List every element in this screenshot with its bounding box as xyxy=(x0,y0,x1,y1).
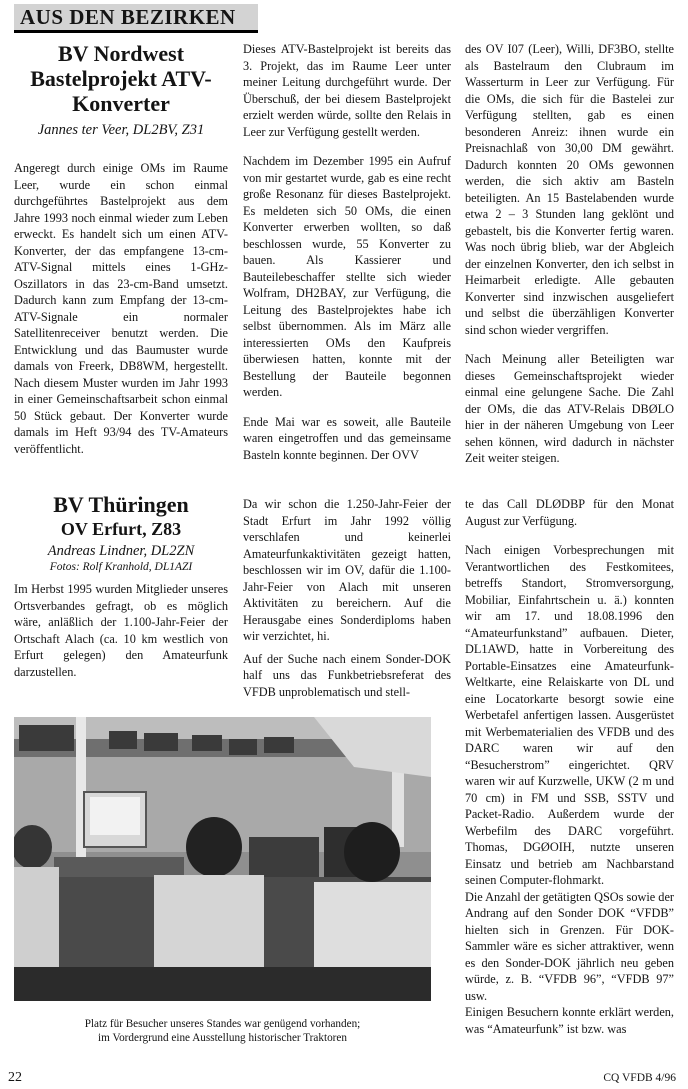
paragraph: Da wir schon die 1.250-Jahr-Feier der Stadt Erfurt im Jahr 1992 völlig verschlafen und keinerlei Amateurfunkaktivitäten gezeigt hatten, beschlossen wir im OV, dafür die 1.100-Jahr-Feier von Alach mit unseren Aktivitäten zu bereichern. Auf die Herausgabe eines Sonderdiploms haben wir verzichtet, hi. xyxy=(243,497,451,643)
paragraph: Nach einigen Vorbesprechungen mit Verantwortlichen des Festkomitees, betreffs Standort, Stromversorgung, Mobiliar, Einfahrtschein u. ä.) konnten wir am 17. und 18.08.1996 den “Amateurfunkstand” aufbauen. Dieter, DL1AWD, hatte in Vorbereitung des Portable-Einsatzes eine Amateurfunk-Weltkarte, eine Relaiskarte von DL und eine Locatorkarte besorgt sowie eine Werbetafel anfertigen lassen. Ausgerüstet mit Werbematerialien des VFDB und des DARC waren wir auf den “Besucherstrom” eingerichtet. QRV waren wir auf Kurzwelle, UKW (2 m und 70 cm) in FM und SSB, SSTV und Packet-Radio. Außerdem wurde der Werbefilm des DARC vorgeführt. Thomas, DGØOIH, nutzte unseren Einsatz und betrieb am Nachbarstand seinen Computer-flohmarkt. xyxy=(465,543,674,887)
article2-subtitle: OV Erfurt, Z83 xyxy=(60,519,182,539)
column-1-article2 xyxy=(14,492,228,680)
paragraph: Nachdem im Dezember 1995 ein Aufruf von mir gestartet wurde, gab es eine recht große Resonanz für dieses Bastelprojekt. Es meldeten sich 50 OMs, die einen Konverter erwerben wollten, so daß beschlossen wurde, 55 Konverter zu bauen. Als Kassierer und Bauteilebeschaffer stellte sich wieder Wolfram, DH2BAY, zur Verfügung, die Leitung des Bastelprojektes habe ich selbst übernommen. Als im März alle interessierten OMs den Kaufpreis überwiesen hatten, konnte mit der Bestellung der Bauteile begonnen werden. xyxy=(243,154,451,399)
column-2 xyxy=(243,41,451,463)
article2-byline: Andreas Lindner, DL2ZN xyxy=(47,543,195,559)
article1-title: BV Nordwest Bastelprojekt ATV- Konverter xyxy=(30,41,212,116)
paragraph: Dieses ATV-Bastelprojekt ist bereits das 3. Projekt, das im Raume Leer unter meiner Leitung durchgeführt wurde. Der Überschuß, der bei diesem Bastelprojekt erzielt werden würde, sollte den Relais in Leer zur Verfügung gestellt werden. xyxy=(243,42,451,139)
column-3 xyxy=(465,41,674,467)
paragraph: Die Anzahl der getätigten QSOs sowie der Andrang auf den Sonder DOK “VFDB” hielten sich in Grenzen. Für DOK-Sammler wäre es sicher attraktiver, wenn es den Sonder-DOK jährlich neu geben würde, z. B. “VFDB 96”, “VFDB 97” usw. xyxy=(465,889,674,1003)
page-number: 22 xyxy=(8,1070,22,1085)
event-photo xyxy=(14,717,431,1001)
paragraph: Nach Meinung aller Beteiligten war dieses Gemeinschaftsprojekt wieder einmal eine gelungene Sache. Die Zahl der OMs, die das ATV-Relais DBØLO hier in der näheren Umgebung von Leer sehen können, wird dadurch in nächster Zeit weiter steigen. xyxy=(465,352,674,465)
article1-body: Angeregt durch einige OMs im Raume Leer, wurde ein schon einmal durchgeführtes Bastelprojekt aus dem Jahre 1993 noch einmal wieder zum Leben erweckt. Es handelt sich um einen ATV-Konverter, der das empfangene 13-cm-ATV-Signal mittels eines 1-GHz-Oszillators in das 23-cm-Band umsetzt. Dadurch kann zum Empfang der 13-cm-ATV-Signale ein normaler Satellitenreceiver benutzt werden. Die Entwicklung und das Baumuster wurde damals von Freerk, DB8WM, hergestellt. Nach diesem Muster wurden im Jahr 1993 in einer Gemeinschaftsarbeit schon einmal 50 Stück gebaut. Der Konverter wurde damals im Heft 93/94 des TV-Amateurs veröffentlicht. xyxy=(14,161,228,456)
paragraph: Auf der Suche nach einem Sonder-DOK half uns das Funkbetriebsreferat des VFDB unproblematisch und stell- xyxy=(243,651,451,699)
section-header xyxy=(14,4,258,33)
article1-byline: Jannes ter Veer, DL2BV, Z31 xyxy=(37,122,205,138)
photo-caption: Platz für Besucher unseres Standes war genügend vorhanden; im Vordergrund eine Ausstellung historischer Traktoren xyxy=(84,1018,361,1044)
column-2-article2 xyxy=(243,496,451,700)
paragraph: Einigen Besuchern konnte erklärt werden, was “Amateurfunk” ist bzw. was xyxy=(465,1005,674,1036)
column-1 xyxy=(14,41,228,457)
paragraph: te das Call DLØDBP für den Monat August zur Verfügung. xyxy=(465,497,674,528)
column-3-article2 xyxy=(465,496,674,1037)
section-title: AUS DEN BEZIRKEN xyxy=(20,5,236,29)
journal-issue: CQ VFDB 4/96 xyxy=(603,1072,676,1084)
photo-credit: Fotos: Rolf Kranhold, DL1AZI xyxy=(49,561,193,573)
paragraph: Ende Mai war es soweit, alle Bauteile waren eingetroffen und das gemeinsame Basteln konnte beginnen. Der OVV xyxy=(243,414,451,462)
article2-body: Im Herbst 1995 wurden Mitglieder unseres Ortsverbandes gefragt, ob es möglich wäre, anläßlich der 1.100-Jahr-Feier der Ortschaft Alach (ca. 10 km westlich von Erfurt gelegen) den Amateurfunk darzustellen. xyxy=(14,582,228,679)
paragraph: des OV I07 (Leer), Willi, DF3BO, stellte als Bastelraum den Clubraum im Wasserturm in Leer zur Verfügung. Für die OMs, die sich für die Bastelei zur Verfügung stellten, gab es einen besonderen Anreiz: ihnen wurde ein Preisnachlaß von 30,00 DM gewährt. Dadurch konnten 20 OMs gewonnen werden, die sich aktiv am Basteln beteiligten. An 15 Bastelabenden wurde etwa 2 – 3 Stunden lang geklönt und gebastelt, bis die Konverter fertig waren. Was noch übrig blieb, war der Abgleich der einzelnen Konverter, den ich selbst in Heimarbeit erledigte. Alle gebauten Konverter sind inzwischen ausgeliefert und selbst die überzähligen Konverter sind schon wieder vergriffen. xyxy=(465,42,674,337)
article2-title: BV Thüringen xyxy=(53,492,189,517)
